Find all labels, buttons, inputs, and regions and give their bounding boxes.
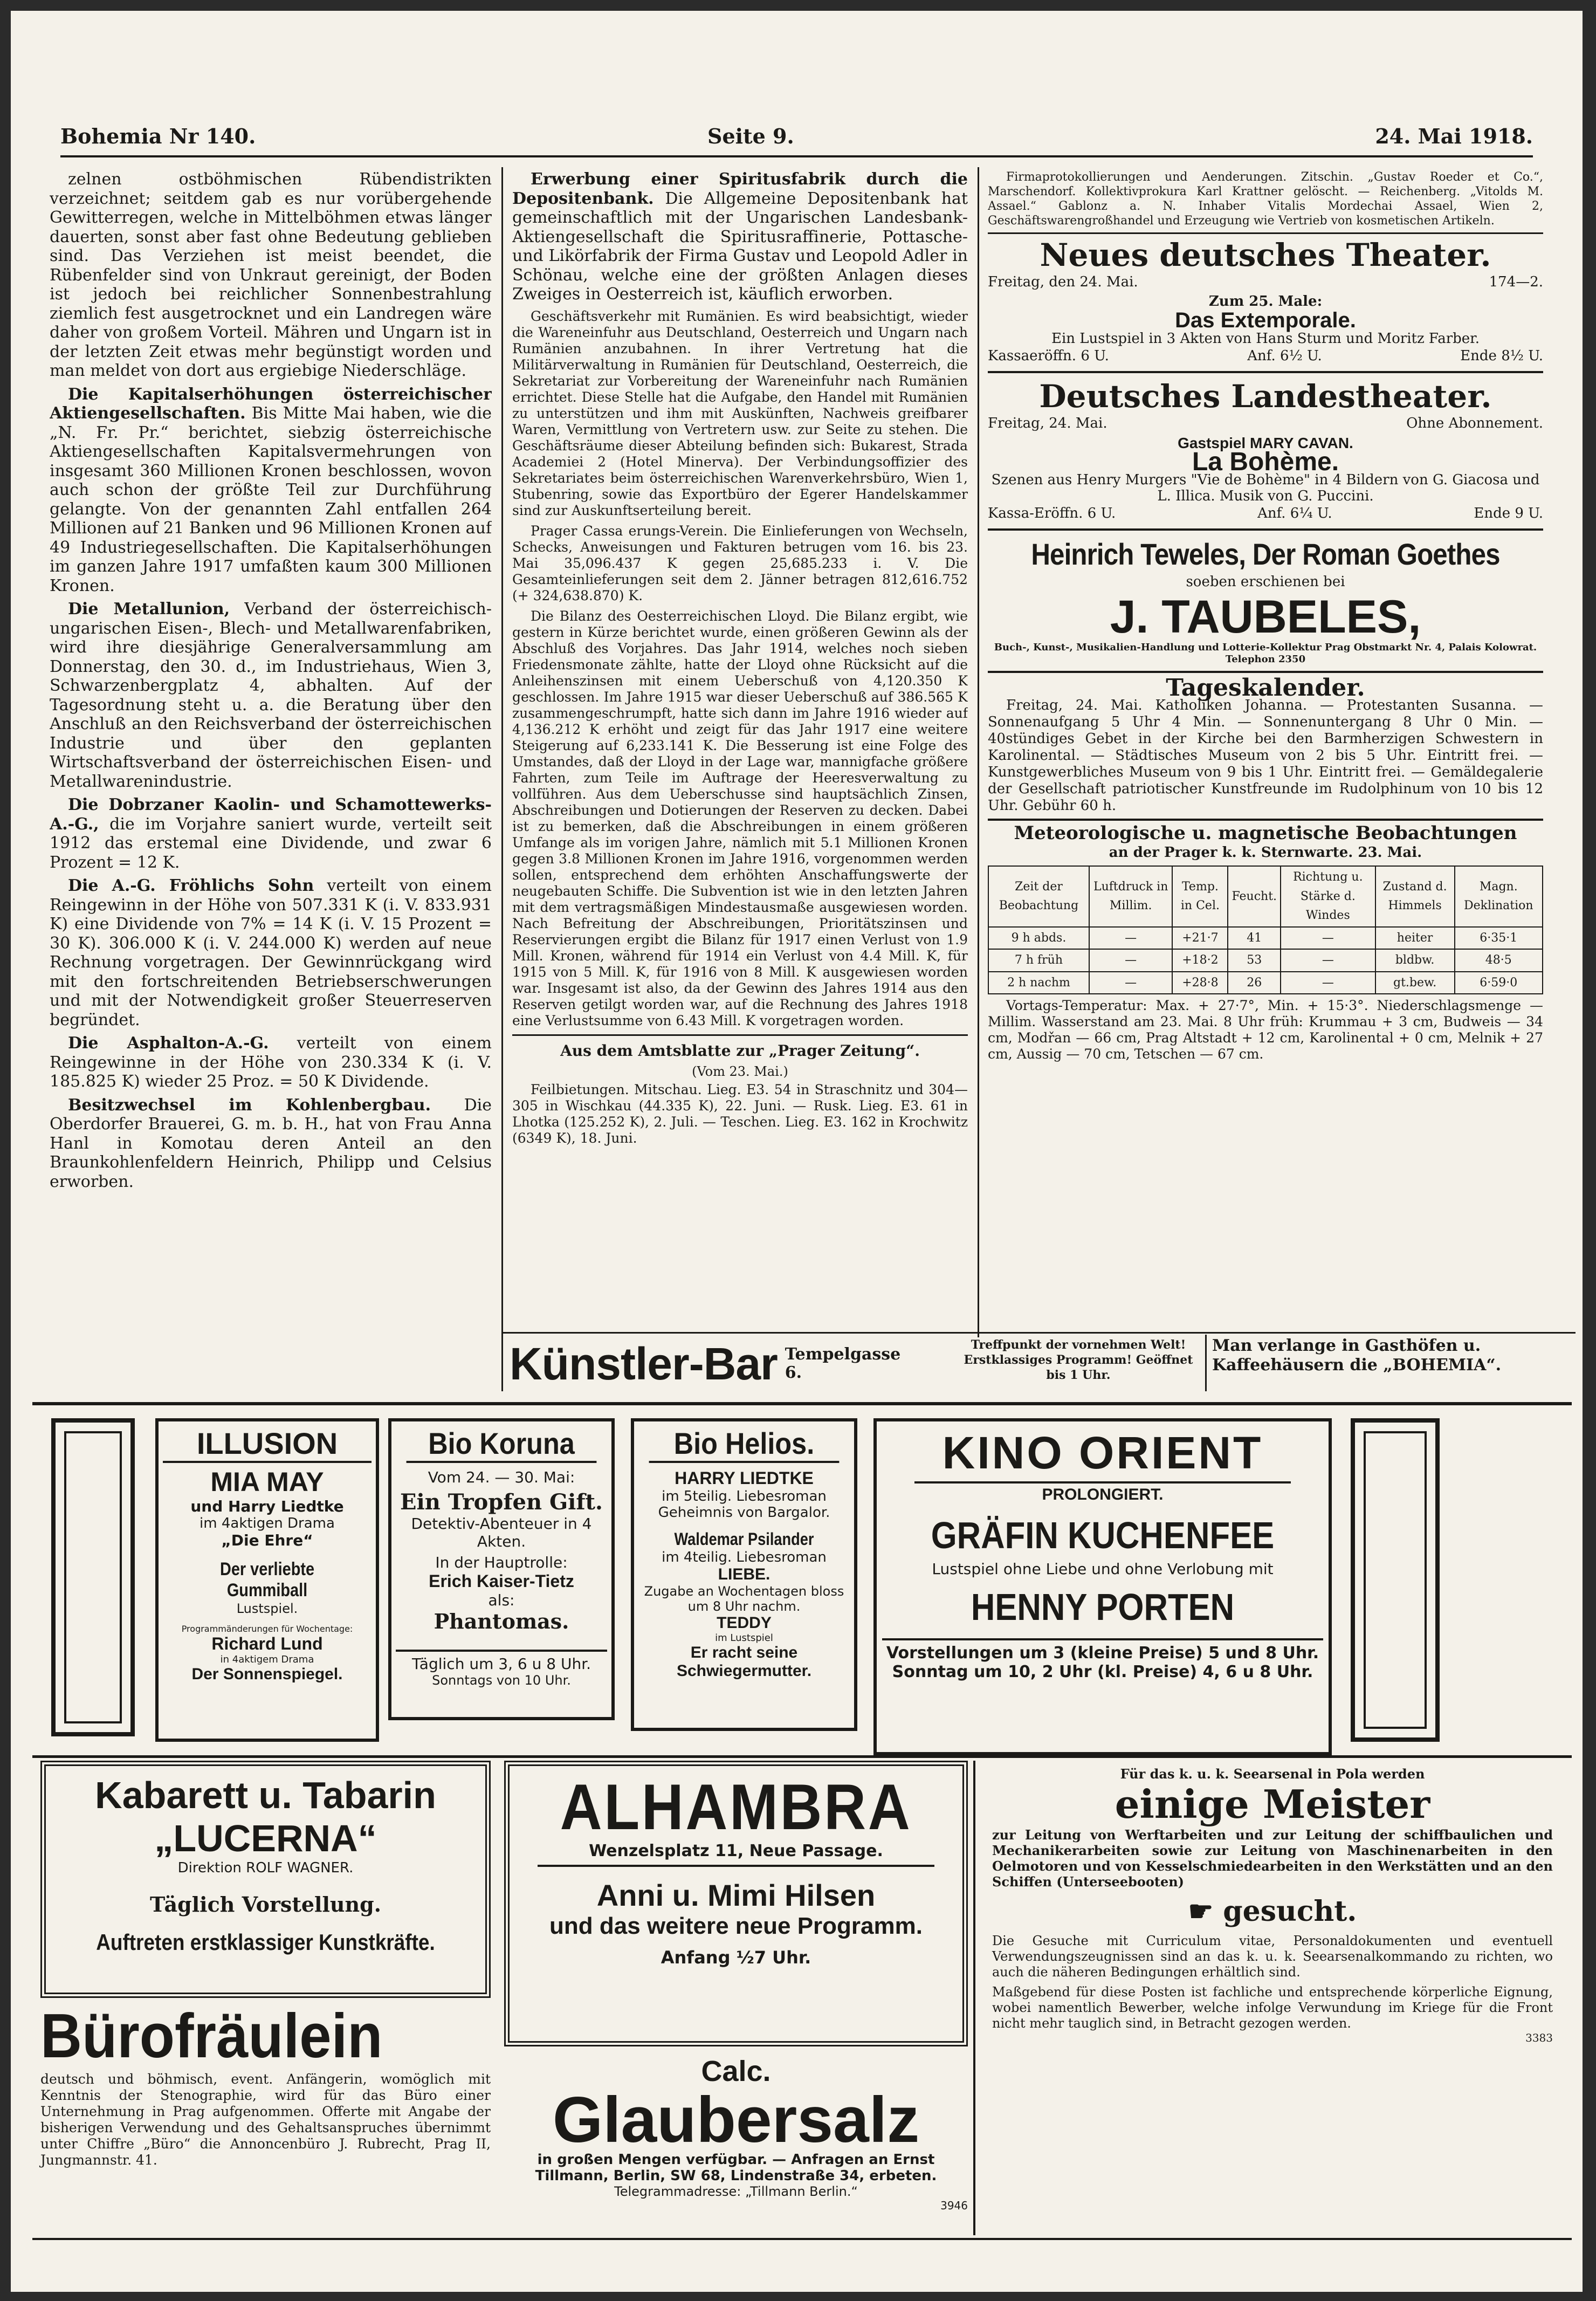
ad-kino-orient bbox=[873, 1418, 1332, 1755]
ad-bio-koruna bbox=[388, 1418, 615, 1720]
theater-rule-1 bbox=[988, 232, 1543, 234]
koruna-als: als: bbox=[488, 1591, 515, 1609]
kuenstler-bar-ad bbox=[510, 1335, 946, 1393]
theater-rule-2 bbox=[988, 371, 1543, 373]
issue-date: 24. Mai 1918. bbox=[1375, 124, 1533, 148]
heading-metallunion: Die Metallunion, bbox=[68, 600, 230, 619]
table-row bbox=[988, 949, 1543, 972]
illusion-genre: im 4aktigen Drama bbox=[200, 1515, 335, 1531]
table-cell: 2 h nachm bbox=[988, 972, 1089, 994]
heading-spiritus: Erwerbung einer Spiritusfabrik durch die Depositenbank. bbox=[512, 170, 968, 208]
alhambra-start: Anfang ½7 Uhr. bbox=[661, 1947, 811, 1968]
neues-theater-number: 174—2. bbox=[1489, 274, 1543, 290]
table-row bbox=[988, 972, 1543, 994]
helios-film-3-title: Er racht seine Schwiegermutter. bbox=[676, 1644, 812, 1680]
kuenstler-bar-note: Treffpunkt der vornehmen Welt! Erstklassiges Programm! Geöffnet bis 1 Uhr. bbox=[964, 1338, 1193, 1382]
kuenstler-bar-name: Künstler-Bar bbox=[510, 1338, 778, 1389]
amts-date: (Vom 23. Mai.) bbox=[692, 1064, 788, 1079]
koruna-role-label: In der Hauptrolle: bbox=[435, 1554, 568, 1571]
landestheater-desc: Szenen aus Henry Murgers "Vie de Bohème" in 4 Bildern von G. Giacosa und L. Illica. Musik von G. Puccini. bbox=[991, 471, 1540, 504]
meister-intro: Für das k. u. k. Seearsenal in Pola werden bbox=[1120, 1766, 1425, 1782]
ornament-frame-left-inner bbox=[64, 1431, 122, 1723]
helios-genre-2: im 4teilig. Liebesroman bbox=[662, 1549, 827, 1565]
newspaper-page bbox=[11, 11, 1583, 2292]
table-cell: 48·5 bbox=[1455, 949, 1543, 972]
article-froehlich-text: verteilt von einem Reingewinn in der Höhe von 507.331 K (i. V. 833.931 K) eine Dividende von 7% = 14 K (i. V. 15 Prozent = 30 K). 306.000 K (i. V. 244.000 K) werden auf neue Rechnung vorgetragen. Der Gewinnrückgang wird mit den fortschreitenden Betriebserschwerungen und mit der Notwendigkeit großer Steuerreserven begründet. bbox=[50, 876, 492, 1029]
orient-times: Vorstellungen um 3 (kleine Preise) 5 und 8 Uhr. bbox=[882, 1638, 1323, 1663]
ad-alhambra bbox=[504, 1761, 968, 2046]
illusion-star: MIA MAY bbox=[210, 1467, 324, 1497]
neues-theater-times bbox=[988, 347, 1543, 366]
meteo-rule bbox=[988, 819, 1543, 821]
kuenstler-bar-address: Tempelgasse 6. bbox=[785, 1345, 901, 1382]
teweles-title: Heinrich Teweles, Der Roman Goethes bbox=[1031, 537, 1500, 571]
illusion-costar: und Harry Liedtke bbox=[190, 1498, 344, 1515]
table-cell: +18·2 bbox=[1172, 949, 1228, 972]
article-froehlich bbox=[50, 876, 492, 1029]
meteo-table-header bbox=[988, 866, 1543, 927]
illusion-film-2: Der verliebte Gummiball bbox=[219, 1559, 315, 1601]
helios-actor-2: Waldemar Psilander bbox=[674, 1529, 814, 1549]
neues-theater-ende: Ende 8½ U. bbox=[1460, 347, 1543, 364]
lucerna-daily: Täglich Vorstellung. bbox=[150, 1892, 381, 1917]
landestheater-anfang: Anf. 6¼ U. bbox=[1257, 505, 1332, 521]
table-cell: 26 bbox=[1228, 972, 1281, 994]
table-cell: +21·7 bbox=[1172, 927, 1228, 950]
glauber-calc: Calc. bbox=[701, 2055, 771, 2087]
neues-theater-desc: Ein Lustspiel in 3 Akten von Hans Sturm und Moritz Farber. bbox=[1051, 330, 1480, 347]
landestheater-abo: Ohne Abonnement. bbox=[1406, 415, 1543, 431]
article-asphalton-text: verteilt von einem Reingewinne in der Höhe von 230.334 K (i. V. 185.825 K) wieder 25 Proz. = 50 K Dividende. bbox=[50, 1034, 492, 1091]
ad-glaubersalz bbox=[504, 2055, 968, 2233]
pointing-hand-icon: ☛ bbox=[1188, 1895, 1223, 1928]
lucerna-direction: Direktion ROLF WAGNER. bbox=[177, 1860, 354, 1876]
table-cell: 7 h früh bbox=[988, 949, 1089, 972]
article-lloyd: Die Bilanz des Oesterreichischen Lloyd. Die Bilanz ergibt, wie gestern in Kürze berichtet wurde, einen größeren Gewinn als der Abschluß des Vorjahres. Das Jahr 1914, welches noch sieben Friedensmonate zählte, hatte der Lloyd ohne Rücksicht auf die Anleihenszinsen mit einem Ueberschuß von 4,120.350 K geschlossen. Im Jahre 1915 war dieser Ueberschuß auf 386.565 K zusammengeschrumpft, hatte sich dann im Jahre 1916 wieder auf 4,136.212 K erhöht und zeigt für das Jahr 1917 eine weitere Steigerung auf 6,233.141 K. Die Besserung ist eine Folge des Umstandes, daß der Lloyd in der Lage war, mannigfache größere Fahrten, zum Teile im Auftrage der Heeresverwaltung zu vollführen. Aus dem Ueberschusse sind hauptsächlich Zinsen, Abschreibungen und Dotierungen der Reserven zu decken. Dabei ist zu bemerken, daß die Abschreibungen in einem größeren Umfange als im vorigen Jahre, nämlich mit 5.1 Millionen Kronen gegen 3.8 Millionen Kronen im Jahre 1916, vorgenommen werden sollen, entsprechend dem erhöhten Anschaffungswerte der neugebauten Schiffe. Die Subvention ist wie in den letzten Jahren mit dem vertragsmäßigen Mindestausmaße ausgewiesen worden. Nach Befreitung der Abschreibungen, Prioritätszinsen und Reservierungen ergibt die Bilanz für 1917 einen Verlust von 1.9 Mill. Kronen, während für 1914 ein Verlust von 4.4 Mill. K, für 1915 von 5 Mill. K, für 1916 von 8 Mill. K ausgewiesen worden war. Insgesamt ist also, da der Gewinn des Jahres 1914 aus den Reserven getilgt worden war, auf die Rechnung des Jahres 1918 eine Verlustsumme von 6.43 Mill. K vorgetragen worden. bbox=[512, 608, 968, 1028]
column-divider-2 bbox=[978, 167, 979, 1337]
helios-genre-3: im Lustspiel bbox=[715, 1632, 773, 1644]
heading-kapital: Die Kapitalserhöhungen österreichischer Aktiengesellschaften. bbox=[50, 384, 492, 423]
landestheater-kassa: Kassa-Eröffn. 6 U. bbox=[988, 505, 1116, 521]
orient-prolongiert: PROLONGIERT. bbox=[1042, 1486, 1164, 1503]
meister-title: einige Meister bbox=[1115, 1781, 1430, 1827]
koruna-dates: Vom 24. — 30. Mai: bbox=[428, 1468, 575, 1486]
header-rule bbox=[60, 155, 1533, 157]
taubeles-publisher: J. TAUBELES, bbox=[1110, 590, 1421, 643]
heading-froehlich: Die A.-G. Fröhlichs Sohn bbox=[68, 876, 314, 895]
table-cell: bldbw. bbox=[1375, 949, 1455, 972]
table-cell: 6·35·1 bbox=[1455, 927, 1543, 950]
article-asphalton bbox=[50, 1034, 492, 1091]
article-besitzwechsel-text: Die Oberdorfer Brauerei, G. m. b. H., hat von Frau Anna Hanl in Komotau deren Anteil an den Braunkohlenfeldern Heinrich, Philipp und Celsius erworben. bbox=[50, 1095, 492, 1191]
issue-number: Bohemia Nr 140. bbox=[60, 124, 256, 148]
glauber-number: 3946 bbox=[940, 2199, 968, 2212]
helios-title: Bio Helios. bbox=[649, 1426, 840, 1463]
meister-desc: zur Leitung von Werftarbeiten und zur Leitung der schiffbaulichen und Mechanikerarbeiten sowie zur Leitung von Maschinenarbeiten in den Oelmotoren und von Kesselschmiedearbeiten in den Werkstätten und an den Schiffen (Unterseebooten) bbox=[992, 1827, 1553, 1890]
table-row bbox=[988, 927, 1543, 950]
neues-theater-date-row bbox=[988, 273, 1543, 292]
table-cell: 9 h abds. bbox=[988, 927, 1089, 950]
koruna-actor: Erich Kaiser-Tietz bbox=[429, 1571, 574, 1591]
helios-film-1: Geheimnis von Bargalor. bbox=[658, 1505, 830, 1521]
koruna-genre: Detektiv-Abenteuer in 4 Akten. bbox=[411, 1515, 592, 1550]
table-cell: — bbox=[1089, 927, 1173, 950]
alhambra-title: ALHAMBRA bbox=[560, 1771, 912, 1843]
meteo-col-feucht: Feucht. bbox=[1228, 866, 1281, 927]
illusion-film-3: Der Sonnenspiegel. bbox=[191, 1665, 343, 1683]
orient-rule bbox=[914, 1481, 1291, 1483]
meteo-col-temp: Temp. in Cel. bbox=[1172, 866, 1228, 927]
helios-actor-1: HARRY LIEDTKE bbox=[675, 1468, 814, 1488]
neues-theater-title: Neues deutsches Theater. bbox=[1040, 237, 1491, 273]
meister-number: 3383 bbox=[1525, 2031, 1553, 2044]
glauber-title: Glaubersalz bbox=[552, 2084, 920, 2156]
meteo-col-zeit: Zeit der Beobachtung bbox=[988, 866, 1089, 927]
article-spiritus bbox=[512, 170, 968, 304]
meister-criteria: Maßgebend für diese Posten ist fachliche und entsprechende körperliche Eignung, wobei namentlich Bewerber, welche infolge Verwundung im Kriege für die Front nicht mehr tauglich sind, in Betracht gezogen werden. bbox=[992, 1984, 1553, 2031]
meteo-col-himmel: Zustand d. Himmels bbox=[1375, 866, 1455, 927]
neues-theater-performance: Zum 25. Male: bbox=[1208, 293, 1323, 310]
article-ruben: zelnen ostböhmischen Rübendistrikten verzeichnet; seitdem gab es nur vorübergehende Gewitterregen, welche in Mittelböhmen etwas länger dauerten, sonst aber fast ohne Bedeutung geblieben sind. Das Verziehen ist meist beendet, die Rübenfelder sind von Unkraut gereinigt, der Boden ist jedoch bei reichlicher Sonnenbestrahlung ziemlich fest ausgetrocknet und ein Landregen wäre daher von großem Vorteil. Mähren und Ungarn ist in der letzten Zeit etwas mehr begünstigt worden und man meldet von dort aus ergiebige Niederschläge. bbox=[50, 170, 492, 380]
table-cell: gt.bew. bbox=[1375, 972, 1455, 994]
helios-film-3: TEDDY bbox=[717, 1614, 772, 1632]
table-cell: 41 bbox=[1228, 927, 1281, 950]
article-cassa: Prager Cassa erungs-Verein. Die Einlieferungen von Wechseln, Schecks, Anweisungen und Fakturen betrugen vom 16. bis 23. Mai 35,096.437 K gegen 25,685.233 i. V. Die Gesamteinlieferungen seit dem 2. Jänner betragen 812,616.752 (+ 324,638.870) K. bbox=[512, 523, 968, 603]
kb-top-rule bbox=[503, 1332, 1576, 1334]
column-3 bbox=[988, 170, 1543, 1335]
teweles-sub: soeben erschienen bei bbox=[1186, 574, 1345, 590]
page-bottom-rule bbox=[32, 2238, 1572, 2240]
glauber-text: in großen Mengen verfügbar. — Anfragen an Ernst Tillmann, Berlin, SW 68, Lindenstraße 34, erbeten. bbox=[535, 2152, 937, 2184]
lucerna-title: Kabarett u. Tabarin bbox=[95, 1774, 436, 1816]
ads-mid-rule bbox=[32, 1755, 1572, 1758]
article-besitzwechsel bbox=[50, 1096, 492, 1192]
table-cell: — bbox=[1281, 949, 1375, 972]
alhambra-program: und das weitere neue Programm. bbox=[549, 1913, 923, 1939]
table-cell: — bbox=[1281, 972, 1375, 994]
illusion-film-2-genre: Lustspiel. bbox=[236, 1601, 298, 1616]
ad-lucerna bbox=[40, 1761, 491, 1998]
neues-theater-anfang: Anf. 6½ U. bbox=[1247, 347, 1322, 364]
buero-title: Bürofräulein bbox=[40, 2001, 383, 2071]
koruna-title: Bio Koruna bbox=[407, 1426, 597, 1463]
page-number: Seite 9. bbox=[707, 124, 794, 148]
neues-theater-date: Freitag, den 24. Mai. bbox=[988, 274, 1138, 290]
tageskalender-title: Tageskalender. bbox=[1166, 674, 1365, 702]
alhambra-rule bbox=[538, 1865, 934, 1867]
landestheater-guest: Gastspiel MARY CAVAN. bbox=[1178, 434, 1353, 451]
meteo-col-luftdruck: Luftdruck in Millim. bbox=[1089, 866, 1173, 927]
illusion-title: ILLUSION bbox=[163, 1426, 372, 1463]
landestheater-ende: Ende 9 U. bbox=[1474, 505, 1543, 521]
landestheater-play: La Bohème. bbox=[1192, 448, 1339, 476]
koruna-role: Phantomas. bbox=[434, 1609, 569, 1633]
alhambra-address: Wenzelsplatz 11, Neue Passage. bbox=[589, 1842, 883, 1860]
firm-notices: Firmaprotokollierungen und Aenderungen. Zitschin. „Gustav Roeder et Co.“, Marschendorf. Kollektivprokura Karl Krattner gelöscht. — Reichenberg. „Vitolds M. Assael.“ Gablonz a. N. Inhaber Vitalis Mordechai Assael, Wien 2, Geschäftswarengroßhandel und Erzeugung wie Vertrieb von kosmetischen Artikeln. bbox=[988, 170, 1543, 228]
article-metallunion bbox=[50, 600, 492, 791]
bohemia-notice: Man verlange in Gasthöfen u. Kaffeehäusern die „BOHEMIA“. bbox=[1212, 1336, 1502, 1375]
alhambra-artists: Anni u. Mimi Hilsen bbox=[596, 1878, 876, 1912]
ads-top-rule bbox=[32, 1402, 1572, 1405]
illusion-genre-2: in 4aktigem Drama bbox=[220, 1654, 314, 1665]
orient-actress: HENNY PORTEN bbox=[971, 1586, 1235, 1628]
article-dobrzaner-text: die im Vorjahre saniert wurde, verteilt seit 1912 das erstemal eine Dividende, und zwar 6 Prozent = 12 K. bbox=[50, 814, 492, 872]
amts-rule bbox=[512, 1034, 968, 1036]
buero-text: deutsch und böhmisch, event. Anfängerin, womöglich mit Kenntnis der Stenographie, wird für das Büro einer Unternehmung in Prag aufgenommen. Offerte mit Angabe der bisherigen Verwendung und des Gehaltsanspruches übernimmt unter Chiffre „Büro“ die Annoncenbüro J. Rubrecht, Prag II, Jungmannstr. 41. bbox=[40, 2071, 491, 2168]
meteo-title: Meteorologische u. magnetische Beobachtungen bbox=[1014, 822, 1517, 844]
glauber-telegram: Telegrammadresse: „Tillmann Berlin.“ bbox=[614, 2184, 858, 2199]
heading-asphalton: Die Asphalton-A.-G. bbox=[68, 1034, 269, 1053]
landestheater-date: Freitag, 24. Mai. bbox=[988, 415, 1107, 431]
column-1 bbox=[50, 170, 492, 1389]
koruna-sunday: Sonntags von 10 Uhr. bbox=[432, 1673, 571, 1688]
tageskalender-text: Freitag, 24. Mai. Katholiken Johanna. — Protestanten Susanna. — Sonnenaufgang 5 Uhr 4 Min. — Sonnenuntergang 8 Uhr 0 Min. — 40stündiges Gebet in der Kirche bei den Barmherzigen Schwestern in Karolinental. — Städtisches Museum von 2 bis 5 Uhr. Eintritt frei. — Kunstgewerbliches Museum von 9 bis 1 Uhr. Eintritt frei. — Gemäldegalerie der Gesellschaft patriotischer Kunstfreunde im Rudolphinum von 10 bis 12 Uhr. Gebühr 60 h. bbox=[988, 697, 1543, 814]
heading-amtsblatt: Aus dem Amtsblatte zur „Prager Zeitung“. bbox=[560, 1041, 920, 1060]
illusion-actor: Richard Lund bbox=[211, 1634, 323, 1653]
landestheater-times bbox=[988, 504, 1543, 524]
meister-divider bbox=[973, 1761, 975, 2235]
orient-genre: Lustspiel ohne Liebe und ohne Verlobung mit bbox=[932, 1560, 1274, 1578]
helios-note: Zugabe an Wochentagen bloss um 8 Uhr nachm. bbox=[644, 1584, 844, 1614]
heading-dobrzaner: Die Dobrzaner Kaolin- und Schamottewerks-A.-G., bbox=[50, 795, 492, 834]
illusion-film: „Die Ehre“ bbox=[221, 1531, 313, 1549]
meister-wanted bbox=[992, 1895, 1553, 1928]
article-rumaenien: Geschäftsverkehr mit Rumänien. Es wird beabsichtigt, wieder die Wareneinfuhr aus Deutschland, Oesterreich und Ungarn nach Rumänien anzubahnen. In ihrer Vertretung hat die Militärverwaltung in Rumänien für Deutschland, Oesterreich, die Sekretariat zur Vorbereitung der Wareneinfuhr nach Rumänien errichtet. Diese Stelle hat die Aufgabe, den Handel mit Rumänien zu unterstützen und ihm mit Auskünften, Nachweis greifbarer Waren, Vermittlung von Vertretern usw. zur Seite zu stehen. Die Geschäftsräume dieser Abteilung befinden sich: Bukarest, Strada Academiei 2 (Hotel Minerva). Der Verbindungsoffizier des Sekretariates beim österreichischen Warenverkehrsbüro, Wien 1, Stubenring, sowie das Exportbüro der Egerer Handelskammer sind zur Auskunftserteilung bereit. bbox=[512, 308, 968, 518]
table-cell: — bbox=[1089, 972, 1173, 994]
orient-film: GRÄFIN KUCHENFEE bbox=[931, 1514, 1275, 1556]
heading-besitzwechsel: Besitzwechsel im Kohlenbergbau. bbox=[68, 1095, 431, 1115]
tageskalender-rule bbox=[988, 671, 1543, 673]
helios-film-2: LIEBE. bbox=[718, 1565, 771, 1583]
article-kapital-text: Bis Mitte Mai haben, wie die „N. Fr. Pr.“ berichtet, siebzig österreichische Aktiengesellschaften Kapitalsvermehrungen von insgesamt 360 Millionen Kronen beschlossen, wovon auch schon der größte Teil zur Durchführung gelangte. Von der genannten Zahl entfallen 264 Millionen auf 21 Banken und 96 Millionen Kronen auf 49 Industriegesellschaften. Die Kapitalserhöhungen im ganzen Jahre 1917 umfaßten kaum 300 Millionen Kronen. bbox=[50, 404, 492, 595]
lucerna-artists: Auftreten erstklassiger Kunstkräfte. bbox=[96, 1929, 435, 1955]
meteo-footer: Vortags-Temperatur: Max. + 27·7°, Min. + 15·3°. Niederschlagsmenge — Millim. Wasserstand am 23. Mai. 8 Uhr früh: Krummau + 3 cm, Budweis — 34 cm, Modřan — 66 cm, Prag Altstadt + 12 cm, Karolinental + 0 cm, Melnik + 27 cm, Aussig — 70 cm, Tetschen — 67 cm. bbox=[988, 998, 1543, 1062]
meteo-table bbox=[988, 866, 1543, 994]
table-cell: — bbox=[1089, 949, 1173, 972]
ad-buerofraeulein bbox=[40, 2003, 491, 2230]
landestheater-title: Deutsches Landestheater. bbox=[1039, 378, 1492, 415]
helios-genre-1: im 5teilig. Liebesroman bbox=[662, 1488, 827, 1505]
meister-apply: Die Gesuche mit Curriculum vitae, Personaldokumenten und eventuell Verwendungszeugnissen sind an das k. u. k. Seearsenalkommando zu richten, wo auch die näheren Bedingungen erhältlich sind. bbox=[992, 1933, 1553, 1980]
ornament-frame-right-inner bbox=[1364, 1431, 1427, 1729]
kb-divider bbox=[1205, 1335, 1207, 1391]
neues-theater-kassa: Kassaeröffn. 6 U. bbox=[988, 347, 1109, 364]
ornament-frame-left bbox=[51, 1418, 135, 1736]
landestheater-date-row bbox=[988, 414, 1543, 434]
article-amtsblatt: Feilbietungen. Mitschau. Lieg. E3. 54 in Straschnitz und 304—305 in Wischkau (44.335 K), 22. Juni. — Rusk. Lieg. E3. 61 in Lhotka (125.252 K), 2. Juli. — Teschen. Lieg. E3. 162 in Krochwitz (6349 K), 18. Juni. bbox=[512, 1081, 968, 1146]
ad-meister bbox=[981, 1761, 1564, 2235]
article-kapital bbox=[50, 385, 492, 596]
ornament-frame-right bbox=[1351, 1418, 1440, 1742]
meteo-col-deklination: Magn. Deklination bbox=[1455, 866, 1543, 927]
lucerna-name: „LUCERNA“ bbox=[154, 1817, 377, 1859]
koruna-film: Ein Tropfen Gift. bbox=[400, 1489, 603, 1515]
neues-theater-play: Das Extemporale. bbox=[1175, 308, 1356, 332]
orient-title: KINO ORIENT bbox=[942, 1427, 1263, 1478]
teweles-rule bbox=[988, 528, 1543, 531]
article-spiritus-text: Die Allgemeine Depositenbank hat gemeinschaftlich mit der Ungarischen Landesbank-Aktiengesellschaft die Spiritusraffinerie, Pottasche- und Likörfabrik der Firma Gustav und Leopold Adler in Schönau, welche eine der größten Anlagen dieses Zweiges in Oesterreich ist, käuflich erworben. bbox=[512, 189, 968, 304]
page-header bbox=[60, 124, 1533, 156]
meteo-col-wind: Richtung u. Stärke d. Windes bbox=[1281, 866, 1375, 927]
orient-sunday: Sonntag um 10, 2 Uhr (kl. Preise) 4, 6 u 8 Uhr. bbox=[892, 1663, 1313, 1681]
illusion-note: Programmänderungen für Wochentage: bbox=[181, 1624, 353, 1634]
column-2 bbox=[512, 170, 968, 1184]
taubeles-address: Buch-, Kunst-, Musikalien-Handlung und Lotterie-Kollektur Prag Obstmarkt Nr. 4, Palais Kolowrat. Telephon 2350 bbox=[994, 641, 1537, 665]
koruna-times: Täglich um 3, 6 u 8 Uhr. bbox=[396, 1650, 607, 1673]
table-cell: 6·59·0 bbox=[1455, 972, 1543, 994]
meister-wanted-text: gesucht. bbox=[1223, 1895, 1357, 1928]
table-cell: 53 bbox=[1228, 949, 1281, 972]
table-cell: heiter bbox=[1375, 927, 1455, 950]
article-metallunion-text: Verband der österreichisch-ungarischen Eisen-, Blech- und Metallwarenfabriken, wird ihre diesjährige Generalversammlung am Donnerstag, den 30. d., im Industriehaus, Wien 3, Schwarzenbergplatz 4, abhalten. Auf der Tagesordnung steht u. a. die Beratung über den Anschluß an den Reichsverband der österreichischen Industrie und über den geplanten Wirtschaftsverband der österreichischen Eisen- und Metallwarenindustrie. bbox=[50, 600, 492, 791]
column-divider-1 bbox=[501, 167, 503, 1391]
ad-bio-helios bbox=[631, 1418, 857, 1731]
table-cell: +28·8 bbox=[1172, 972, 1228, 994]
meteo-sub: an der Prager k. k. Sternwarte. 23. Mai. bbox=[1109, 844, 1422, 861]
ad-illusion bbox=[155, 1418, 379, 1742]
table-cell: — bbox=[1281, 927, 1375, 950]
article-dobrzaner bbox=[50, 795, 492, 872]
